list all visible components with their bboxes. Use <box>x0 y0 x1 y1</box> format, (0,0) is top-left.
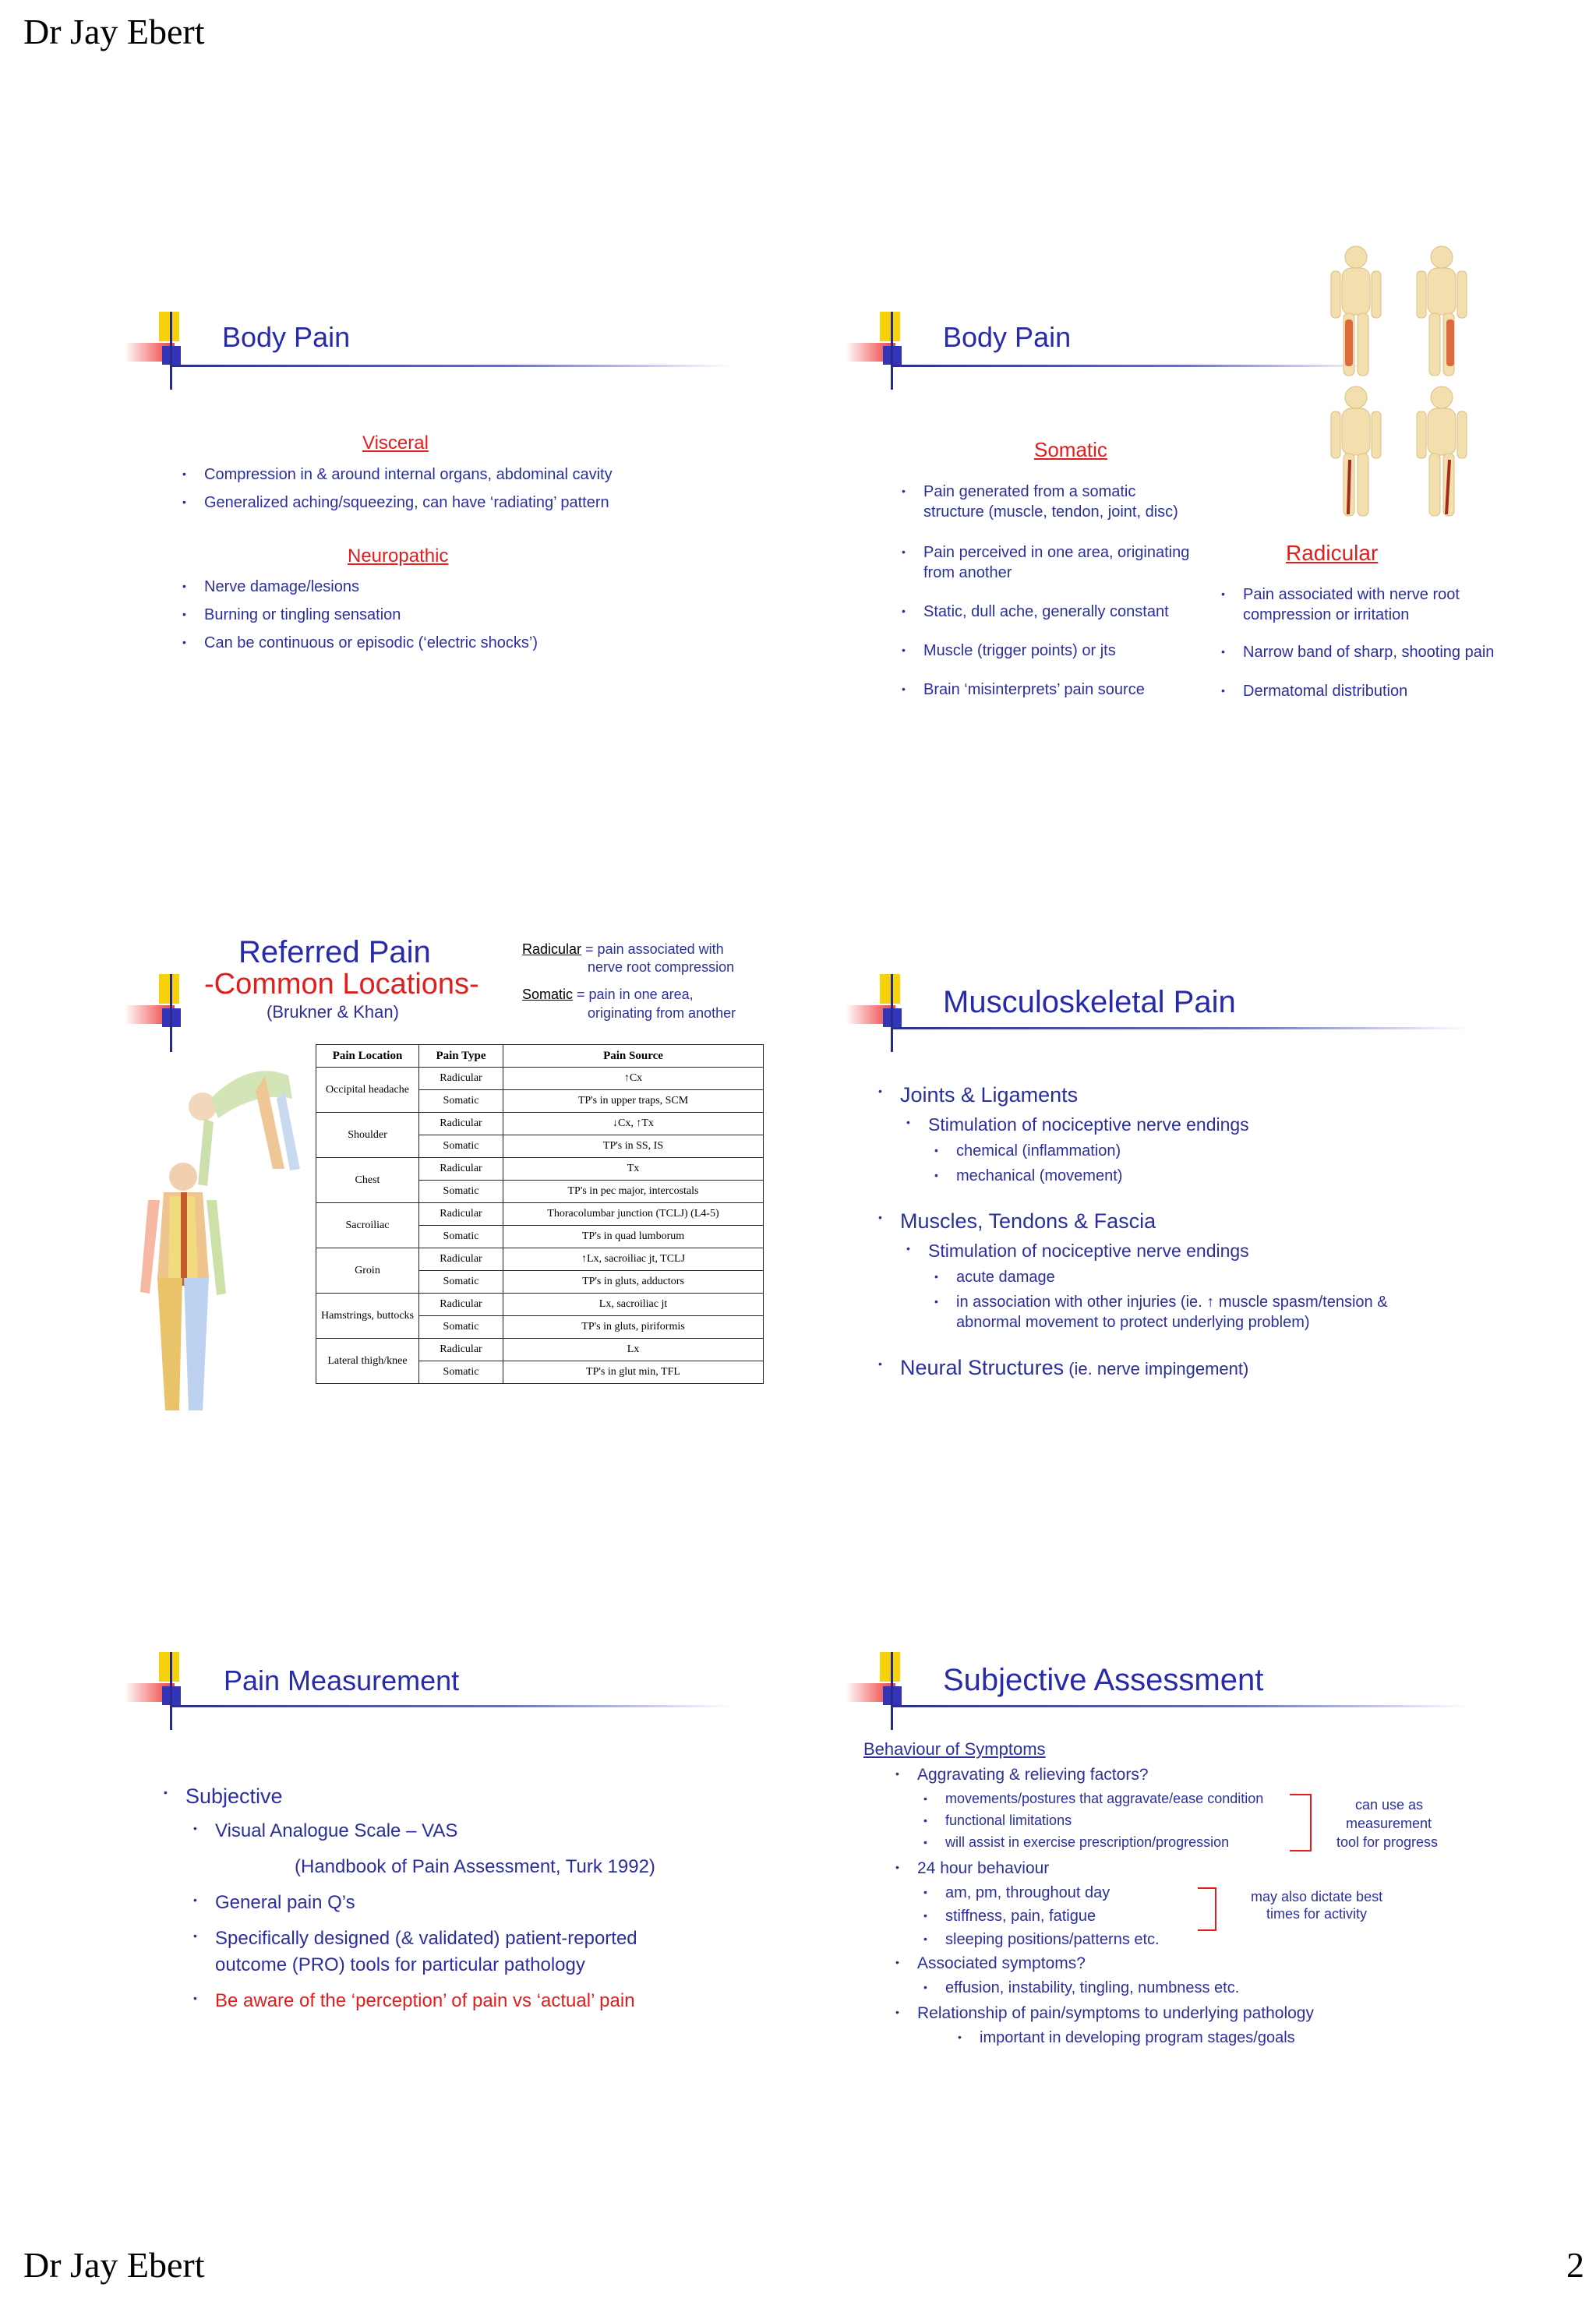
table-row <box>316 1068 764 1090</box>
table-cell: Shoulder <box>316 1113 419 1158</box>
table-cell: Lateral thigh/knee <box>316 1339 419 1384</box>
somatic-item-cont: from another <box>923 564 1012 581</box>
level3-item: • stiffness, pain, fatigue <box>945 1908 1096 1926</box>
slide-title: Subjective Assessment <box>943 1663 1264 1697</box>
table-cell: Groin <box>316 1248 419 1294</box>
definition-somatic-cont: originating from another <box>588 1005 736 1021</box>
table-cell: Somatic <box>419 1316 503 1339</box>
slide-title-line2: -Common Locations- <box>204 968 479 1001</box>
table-cell: TP's in pec major, intercostals <box>503 1181 764 1203</box>
definition-radicular: Radicular = pain associated with <box>522 941 724 957</box>
radicular-item-cont: compression or irritation <box>1243 606 1410 623</box>
table-cell: ↓Cx, ↑Tx <box>503 1113 764 1135</box>
level3-item: • mechanical (movement) <box>956 1167 1122 1185</box>
slide-logo <box>846 974 923 1052</box>
level1-item: • Muscles, Tendons & Fascia <box>900 1209 1156 1234</box>
somatic-item: • Static, dull ache, generally constant <box>923 603 1169 621</box>
bracket-activity <box>1198 1887 1216 1931</box>
level3-item: • effusion, instability, tingling, numbness etc. <box>945 1979 1239 1997</box>
definition-radicular-cont: nerve root compression <box>588 959 735 975</box>
level3-item: • am, pm, throughout day <box>945 1884 1110 1902</box>
level3-item: • important in developing program stages/goals <box>980 2029 1295 2047</box>
author-top: Dr Jay Ebert <box>23 12 205 51</box>
table-cell: Chest <box>316 1158 419 1203</box>
table-cell: Somatic <box>419 1361 503 1384</box>
radicular-item: • Pain associated with nerve root <box>1243 586 1460 604</box>
level2-item: • General pain Q’s <box>215 1892 355 1914</box>
slide-logo <box>846 1652 923 1730</box>
table-row <box>316 1294 764 1316</box>
slide-title: Musculoskeletal Pain <box>943 985 1236 1019</box>
neuropathic-heading: Neuropathic <box>348 545 449 567</box>
table-cell: TP's in quad lumborum <box>503 1226 764 1248</box>
vas-reference: (Handbook of Pain Assessment, Turk 1992) <box>295 1856 655 1877</box>
dermatome-figures-illustration <box>1309 242 1543 522</box>
level2-item: • Aggravating & relieving factors? <box>917 1766 1149 1784</box>
level2-item: • Stimulation of nociceptive nerve endings <box>928 1241 1249 1262</box>
side-note: may also dictate best <box>1251 1889 1383 1904</box>
radicular-heading: Radicular <box>1286 541 1379 565</box>
referred-pain-table <box>316 1044 764 1384</box>
table-cell: Occipital headache <box>316 1068 419 1113</box>
table-row <box>316 1113 764 1135</box>
table-cell: TP's in upper traps, SCM <box>503 1090 764 1113</box>
somatic-item: • Pain perceived in one area, originating <box>923 544 1189 562</box>
visceral-item: • Compression in & around internal organs, abdominal cavity <box>204 466 613 484</box>
level3-item: • in association with other injuries (ie. ↑ muscle spasm/tension & <box>956 1294 1388 1311</box>
table-cell: Thoracolumbar junction (TCLJ) (L4-5) <box>503 1203 764 1226</box>
level3-item: • chemical (inflammation) <box>956 1142 1121 1160</box>
table-row <box>316 1339 764 1361</box>
table-cell: Radicular <box>419 1158 503 1181</box>
table-cell: Radicular <box>419 1203 503 1226</box>
page-number: 2 <box>1566 2245 1584 2285</box>
table-cell: Somatic <box>419 1135 503 1158</box>
slide-title: Pain Measurement <box>224 1664 460 1696</box>
side-note: times for activity <box>1266 1906 1368 1922</box>
table-row <box>316 1158 764 1181</box>
slide-logo <box>125 974 203 1052</box>
table-cell: ↑Lx, sacroiliac jt, TCLJ <box>503 1248 764 1271</box>
level2-item: • Specifically designed (& validated) patient-reported <box>215 1928 637 1950</box>
level2-item: • Visual Analogue Scale – VAS <box>215 1820 457 1842</box>
level3-item: • will assist in exercise prescription/progression <box>945 1834 1229 1851</box>
slide-pain-measurement <box>117 1621 896 2182</box>
table-cell: Hamstrings, buttocks <box>316 1294 419 1339</box>
somatic-heading: Somatic <box>1034 438 1107 461</box>
table-cell: TP's in gluts, piriformis <box>503 1316 764 1339</box>
slide-referred-pain <box>117 920 896 1481</box>
level2-item: • Relationship of pain/symptoms to underlying pathology <box>917 2004 1314 2023</box>
table-header: Pain Location <box>316 1045 419 1068</box>
table-cell: Somatic <box>419 1181 503 1203</box>
table-cell: Tx <box>503 1158 764 1181</box>
slide-logo <box>846 312 923 390</box>
table-cell: Lx <box>503 1339 764 1361</box>
title-rule <box>171 1705 733 1707</box>
level1-item: • Subjective <box>185 1784 283 1809</box>
somatic-item-cont: structure (muscle, tendon, joint, disc) <box>923 503 1178 521</box>
table-cell: Radicular <box>419 1294 503 1316</box>
radicular-item: • Dermatomal distribution <box>1243 683 1407 701</box>
level2-item: • 24 hour behaviour <box>917 1859 1049 1878</box>
level3-item: • acute damage <box>956 1269 1055 1287</box>
table-cell: Radicular <box>419 1248 503 1271</box>
table-cell: Radicular <box>419 1339 503 1361</box>
table-cell: TP's in SS, IS <box>503 1135 764 1158</box>
slide-musculoskeletal-pain <box>838 920 1596 1481</box>
table-header: Pain Type <box>419 1045 503 1068</box>
slide-logo <box>125 312 203 390</box>
title-rule <box>171 365 733 367</box>
title-rule <box>892 365 1375 367</box>
definition-somatic: Somatic = pain in one area, <box>522 987 694 1002</box>
slide-logo <box>125 1652 203 1730</box>
level3-item: • functional limitations <box>945 1813 1072 1829</box>
somatic-item: • Brain ‘misinterprets’ pain source <box>923 681 1145 699</box>
table-header: Pain Source <box>503 1045 764 1068</box>
radicular-item: • Narrow band of sharp, shooting pain <box>1243 644 1494 662</box>
table-cell: Sacroiliac <box>316 1203 419 1248</box>
level2-item: • Stimulation of nociceptive nerve endings <box>928 1114 1249 1135</box>
table-row <box>316 1203 764 1226</box>
author-bottom: Dr Jay Ebert <box>23 2245 205 2285</box>
section-heading: Behaviour of Symptoms <box>863 1739 1046 1759</box>
level2-item-cont: outcome (PRO) tools for particular pathology <box>215 1954 585 1975</box>
slide-title: Body Pain <box>222 321 351 353</box>
level1-item: • Joints & Ligaments <box>900 1083 1078 1107</box>
table-cell: Somatic <box>419 1226 503 1248</box>
side-note: can use as <box>1355 1797 1424 1813</box>
visceral-item: • Generalized aching/squeezing, can have ‘radiating’ pattern <box>204 494 609 512</box>
level3-item-cont: abnormal movement to protect underlying problem) <box>956 1314 1310 1331</box>
table-cell: Lx, sacroiliac jt <box>503 1294 764 1316</box>
somatic-item: • Muscle (trigger points) or jts <box>923 642 1116 660</box>
slide-body-pain-1 <box>117 296 896 857</box>
neuropathic-item: • Burning or tingling sensation <box>204 606 401 624</box>
slide-body-pain-2 <box>838 296 1596 857</box>
slide-subjective-assessment <box>838 1621 1596 2182</box>
side-note: tool for progress <box>1336 1834 1439 1850</box>
level3-item: • movements/postures that aggravate/ease condition <box>945 1791 1263 1807</box>
table-cell: Somatic <box>419 1090 503 1113</box>
somatic-item: • Pain generated from a somatic <box>923 483 1135 501</box>
slide-title-line1: Referred Pain <box>238 935 431 969</box>
table-cell: ↑Cx <box>503 1068 764 1090</box>
table-cell: TP's in glut min, TFL <box>503 1361 764 1384</box>
neuropathic-item: • Can be continuous or episodic (‘electric shocks’) <box>204 634 538 652</box>
level1-item: • Neural Structures (ie. nerve impingement) <box>900 1356 1248 1380</box>
bracket-measurement <box>1290 1794 1312 1851</box>
slide-title: Body Pain <box>943 321 1072 353</box>
visceral-heading: Visceral <box>362 432 429 454</box>
table-cell: Radicular <box>419 1068 503 1090</box>
side-note: measurement <box>1346 1816 1432 1831</box>
slide-subtitle: (Brukner & Khan) <box>267 1002 399 1022</box>
title-rule <box>892 1705 1469 1707</box>
table-cell: TP's in gluts, adductors <box>503 1271 764 1294</box>
level3-item: • sleeping positions/patterns etc. <box>945 1931 1160 1949</box>
level2-item: • Associated symptoms? <box>917 1954 1086 1973</box>
table-cell: Radicular <box>419 1113 503 1135</box>
referred-pain-body-illustration <box>117 1044 312 1434</box>
title-rule <box>892 1027 1469 1029</box>
neuropathic-item: • Nerve damage/lesions <box>204 578 359 596</box>
level2-item-warning: • Be aware of the ‘perception’ of pain vs ‘actual’ pain <box>215 1990 635 2012</box>
table-row <box>316 1248 764 1271</box>
table-cell: Somatic <box>419 1271 503 1294</box>
